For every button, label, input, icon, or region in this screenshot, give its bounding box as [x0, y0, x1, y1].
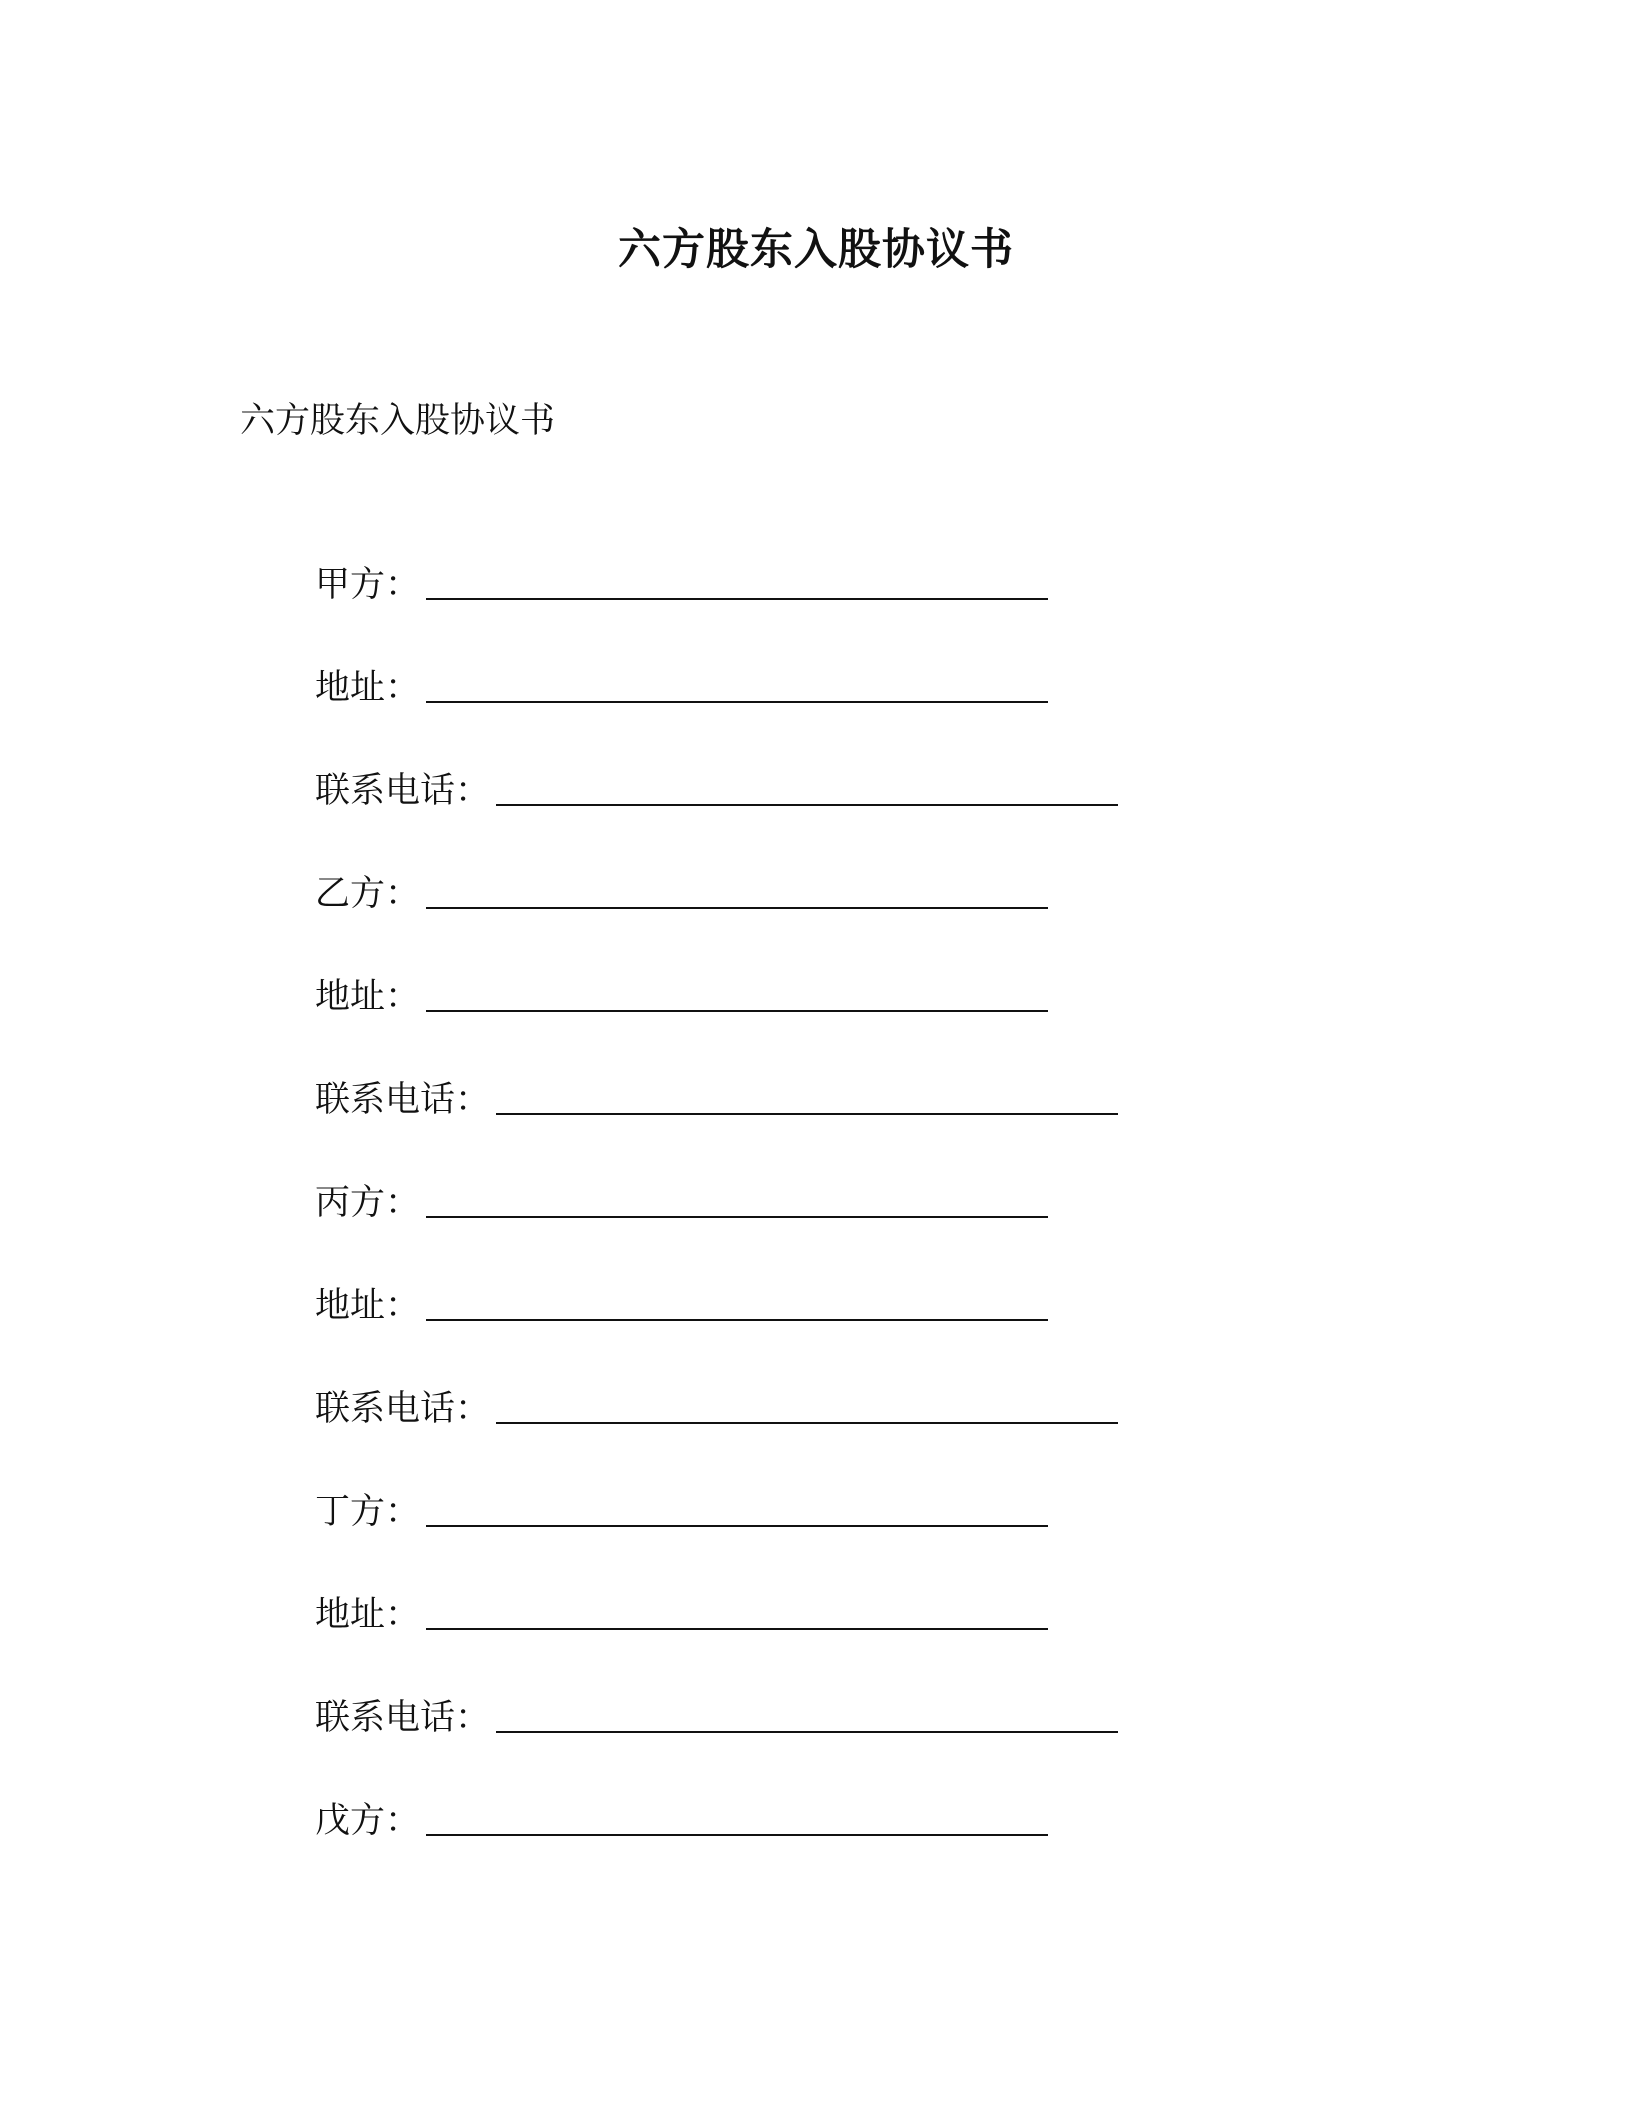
field-party-c-address	[315, 1226, 1118, 1329]
blank-line[interactable]	[496, 1731, 1118, 1733]
field-colon: ：	[455, 1698, 491, 1738]
field-label: 乙方	[315, 874, 386, 914]
blank-line[interactable]	[496, 804, 1118, 806]
blank-line[interactable]	[496, 1113, 1118, 1115]
field-colon: ：	[455, 1389, 491, 1429]
field-label: 地址	[315, 668, 386, 708]
field-colon: ：	[385, 977, 421, 1017]
blank-line[interactable]	[426, 907, 1048, 909]
field-party-a	[315, 505, 1118, 608]
field-label: 联系电话	[315, 1080, 456, 1120]
field-party-c-phone	[315, 1329, 1118, 1432]
field-party-d-phone	[315, 1638, 1118, 1741]
blank-line[interactable]	[426, 1319, 1048, 1321]
blank-line[interactable]	[426, 1525, 1048, 1527]
field-colon: ：	[385, 565, 421, 605]
field-colon: ：	[385, 1286, 421, 1326]
field-label: 地址	[315, 1595, 386, 1635]
field-label: 联系电话	[315, 1698, 456, 1738]
field-label: 丙方	[315, 1183, 386, 1223]
field-colon: ：	[385, 1492, 421, 1532]
field-party-b-address	[315, 917, 1118, 1020]
field-party-d	[315, 1432, 1118, 1535]
document-subtitle: 六方股东入股协议书	[240, 401, 556, 441]
blank-line[interactable]	[426, 598, 1048, 600]
field-colon: ：	[385, 1801, 421, 1841]
document-title: 六方股东入股协议书	[618, 225, 1014, 275]
field-party-a-phone	[315, 711, 1118, 814]
field-label: 戊方	[315, 1801, 386, 1841]
blank-line[interactable]	[426, 1216, 1048, 1218]
blank-line[interactable]	[426, 1834, 1048, 1836]
party-field-list	[315, 505, 1118, 1844]
field-colon: ：	[455, 1080, 491, 1120]
field-colon: ：	[385, 1595, 421, 1635]
blank-line[interactable]	[496, 1422, 1118, 1424]
field-label: 地址	[315, 977, 386, 1017]
field-party-e	[315, 1741, 1118, 1844]
field-label: 丁方	[315, 1492, 386, 1532]
field-colon: ：	[385, 1183, 421, 1223]
field-party-a-address	[315, 608, 1118, 711]
field-label: 甲方	[315, 565, 386, 605]
field-colon: ：	[455, 771, 491, 811]
blank-line[interactable]	[426, 1628, 1048, 1630]
field-party-d-address	[315, 1535, 1118, 1638]
field-colon: ：	[385, 874, 421, 914]
field-label: 地址	[315, 1286, 386, 1326]
field-party-b	[315, 814, 1118, 917]
field-label: 联系电话	[315, 1389, 456, 1429]
blank-line[interactable]	[426, 701, 1048, 703]
field-label: 联系电话	[315, 771, 456, 811]
field-party-b-phone	[315, 1020, 1118, 1123]
field-colon: ：	[385, 668, 421, 708]
blank-line[interactable]	[426, 1010, 1048, 1012]
field-party-c	[315, 1123, 1118, 1226]
